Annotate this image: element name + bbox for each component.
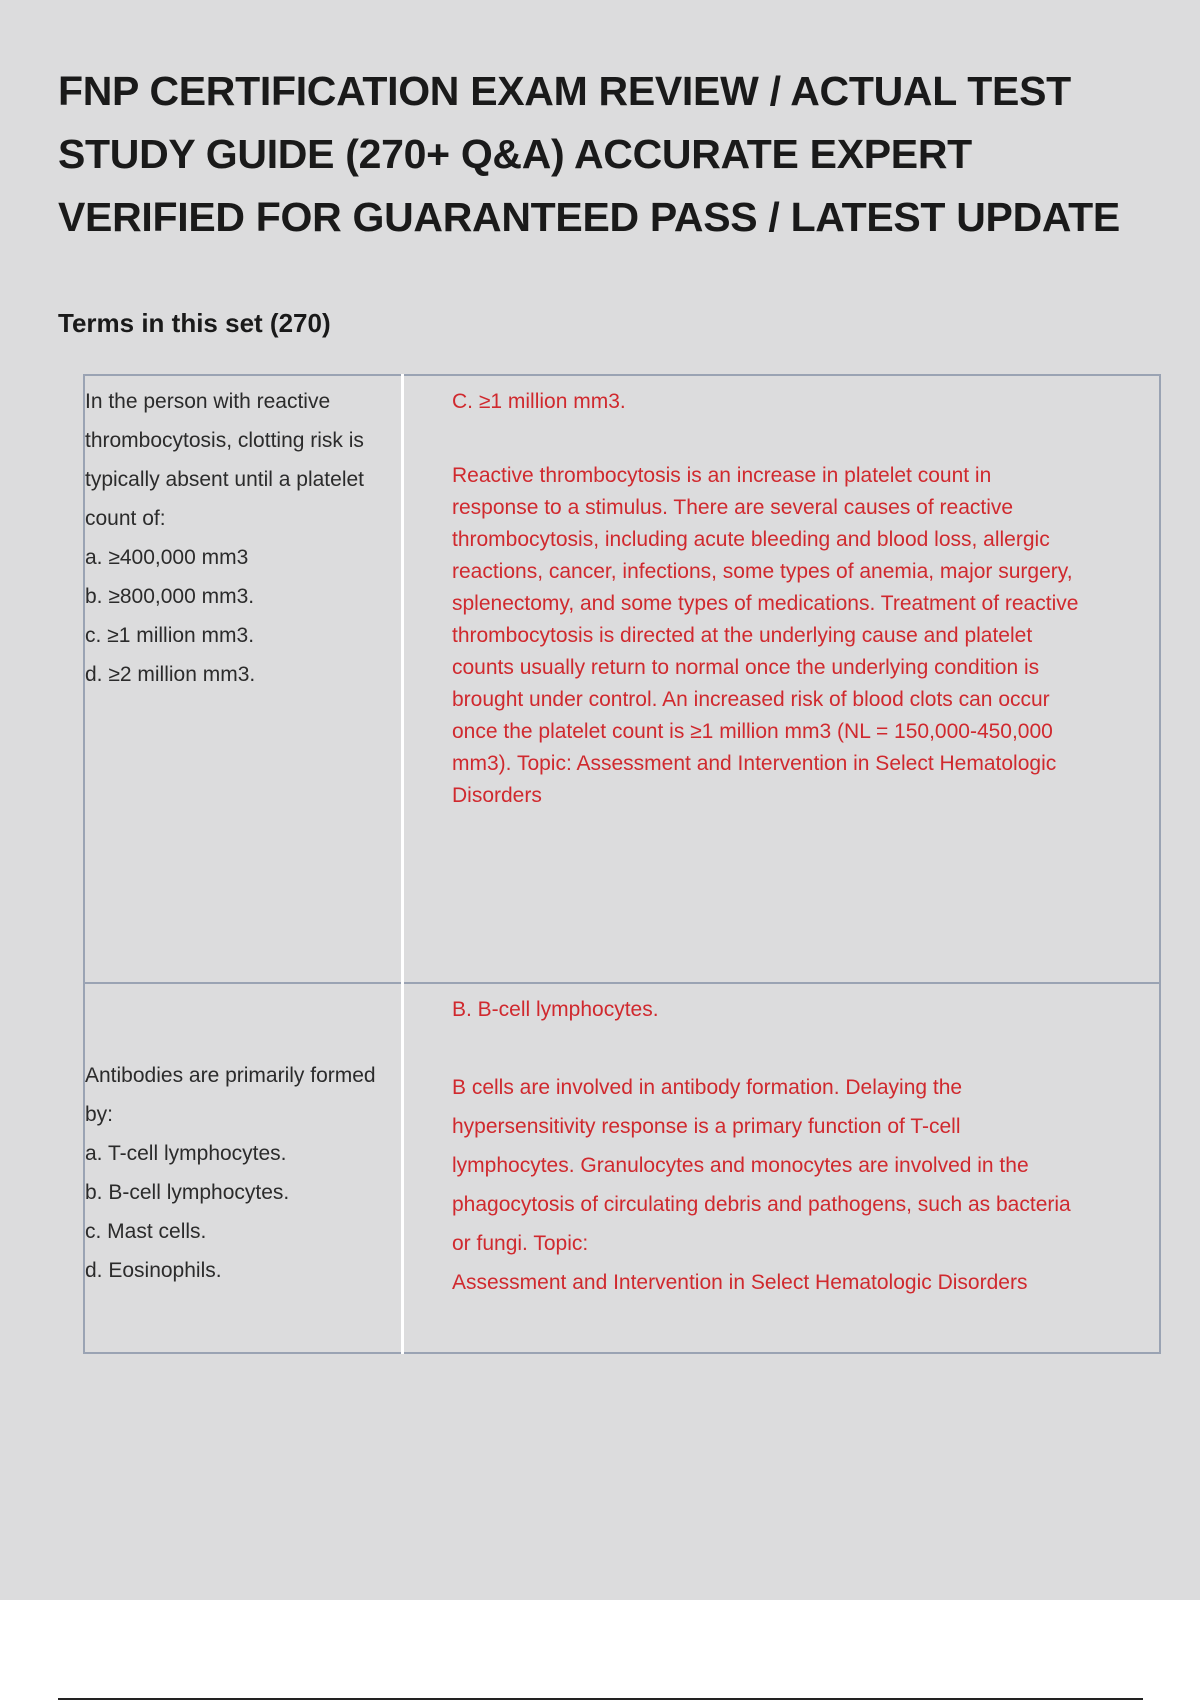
option-item: c. ≥1 million mm3. — [85, 624, 255, 647]
answer-block — [404, 376, 1159, 812]
option-item: d. ≥2 million mm3. — [85, 663, 256, 686]
flashcard-table — [83, 374, 1161, 1354]
question-text: Antibodies are primarily formed by: — [85, 1064, 376, 1126]
answer-topic: Assessment and Intervention in Select Hematologic Disorders — [452, 1271, 1028, 1294]
answer-explanation-text: B cells are involved in antibody formation. Delaying the hypersensitivity response is a primary function of T-cell lymphocytes. Granulocytes and monocytes are involved in the phagocytosis of circulating debris and pathogens, such as bacteria or fungi. Topic: — [452, 1076, 1071, 1255]
answer-cell — [403, 983, 1161, 1353]
flashcard-row — [84, 375, 1160, 983]
answer-block — [404, 984, 1159, 1302]
answer-explanation: Reactive thrombocytosis is an increase in platelet count in response to a stimulus. There are several causes of reactive thrombocytosis, including acute bleeding and blood loss, allergic reactions, cancer, infections, some types of anemia, major surgery, splenectomy, and some types of medications. Treatment of reactive thrombocytosis is directed at the underlying cause and platelet counts usually return to normal once the underlying condition is brought under control. An increased risk of blood clots can occur once the platelet count is ≥1 million mm3 (NL = 150,000-450,000 mm3). Topic: Assessment and Intervention in Select Hematologic Disorders — [452, 464, 1079, 807]
document-title: FNP CERTIFICATION EXAM REVIEW / ACTUAL TEST STUDY GUIDE (270+ Q&A) ACCURATE EXPERT VERIFIED FOR GUARANTEED PASS / LATEST UPDATE — [58, 68, 1120, 240]
option-item: d. Eosinophils. — [85, 1259, 222, 1282]
answer-cell — [403, 375, 1161, 983]
answer-explanation — [452, 1068, 1079, 1302]
option-item: b. ≥800,000 mm3. — [85, 585, 255, 608]
answer-label: C. ≥1 million mm3. — [452, 390, 626, 413]
answer-label: B. B-cell lymphocytes. — [452, 998, 659, 1021]
flashcard-row — [84, 983, 1160, 1353]
question-cell — [84, 983, 403, 1353]
option-item: c. Mast cells. — [85, 1220, 207, 1243]
terms-heading: Terms in this set (270) — [58, 308, 331, 338]
option-list — [85, 1134, 401, 1290]
option-item: a. ≥400,000 mm3 — [85, 546, 249, 569]
question-text: In the person with reactive thrombocytosis, clotting risk is typically absent until a platelet count of: — [85, 390, 364, 530]
option-item: a. T-cell lymphocytes. — [85, 1142, 287, 1165]
question-cell — [84, 375, 403, 983]
option-list — [85, 538, 401, 694]
option-item: b. B-cell lymphocytes. — [85, 1181, 290, 1204]
